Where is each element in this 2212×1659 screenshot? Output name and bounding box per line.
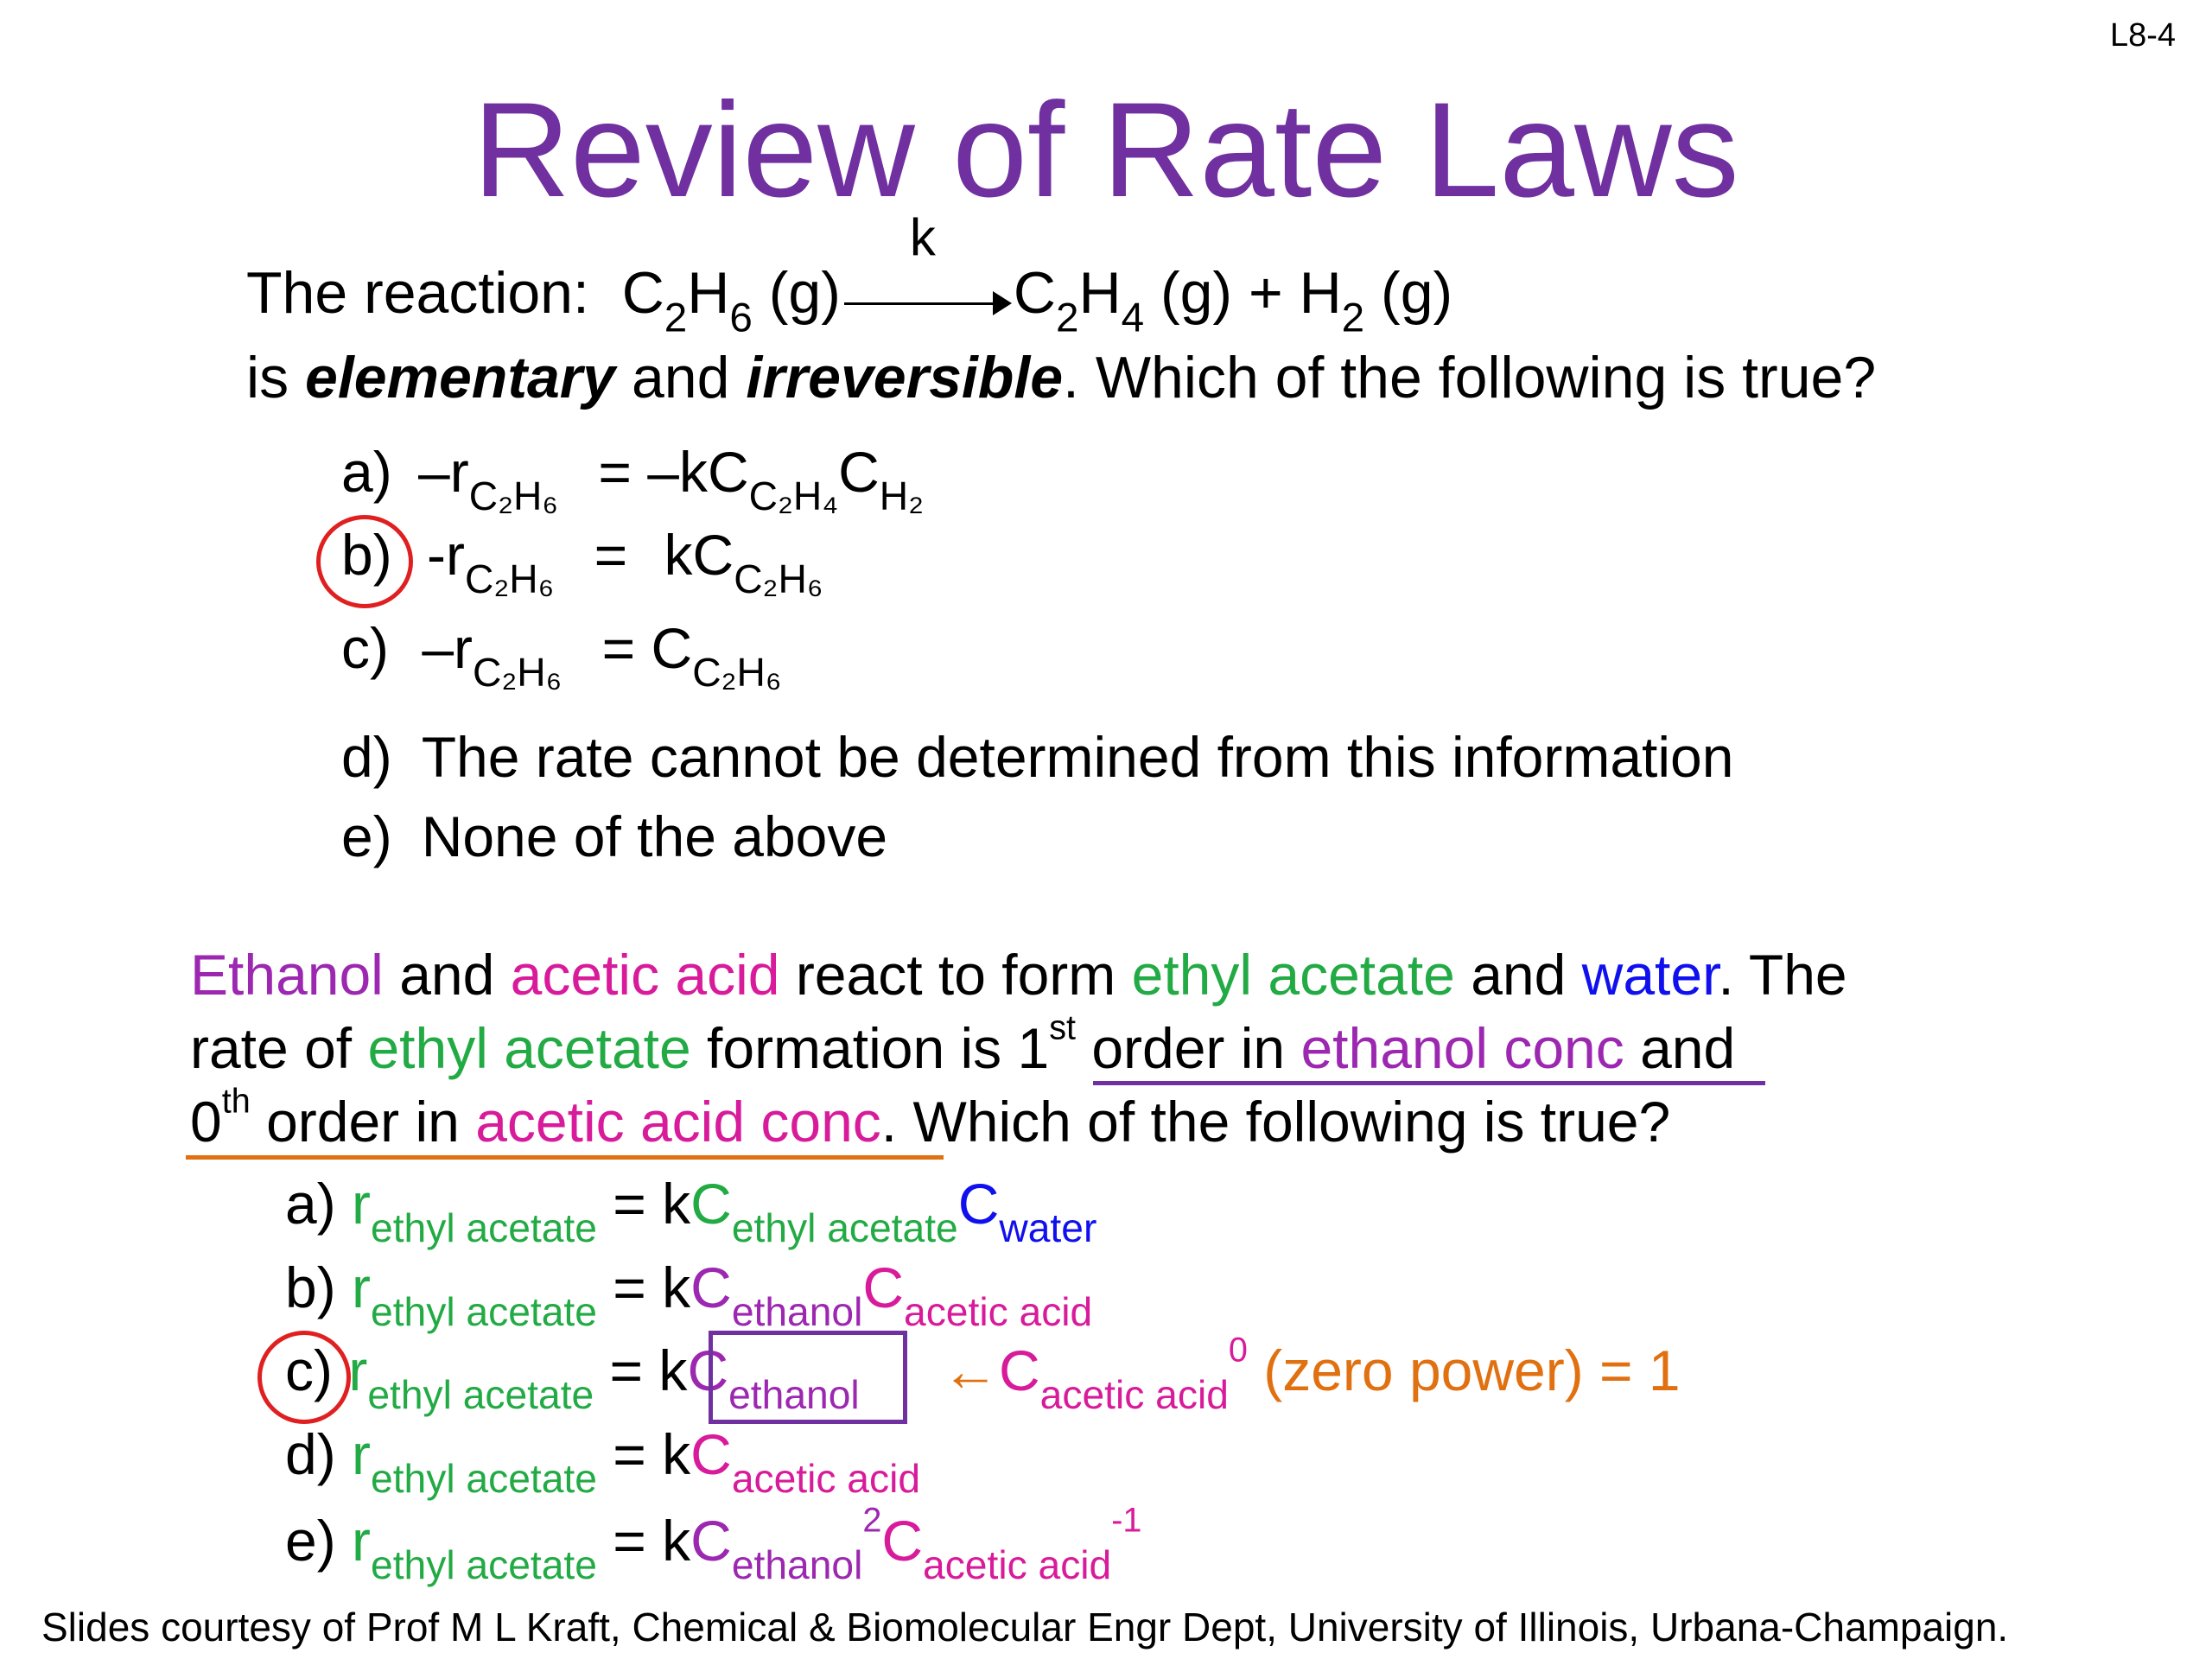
rate-constant-label: k [909,208,936,267]
ethanol-term-box [709,1331,907,1424]
q2-option-b: b) $r_{ethyl acetate} = kC_{ethanol}C_{acetic acid}$ [285,1255,1093,1334]
irreversible-emphasis: irreversible [746,345,1064,410]
reaction-prefix: The reaction: [246,260,589,326]
q1-option-e: e) None of the above [341,804,888,868]
q1-option-b-letter: b) [341,523,392,587]
question2-line1: Ethanol and acetic acid react to form ethyl acetate and water. The [190,943,1847,1007]
acetic-order-underline [186,1155,944,1160]
ethyl-acetate-term: ethyl acetate [1131,943,1455,1007]
plus-sign: + [1232,260,1300,326]
slide-title: Review of Rate Laws [473,75,1739,226]
left-arrow: ← [942,1338,999,1402]
water-term: water [1581,943,1719,1007]
question2-line3: 0th order in acetic acid conc. Which of the following is true? [190,1082,1671,1154]
answer-circle-q2 [257,1331,351,1424]
question2-line2: rate of ethyl acetate formation is 1st order in ethanol conc and [190,1008,1736,1080]
zero-power-annotation: $\leftarrow C_{acetic acid}^0$ (zero power) = 1 [942,1331,1681,1417]
slide-footer: Slides courtesy of Prof M L Kraft, Chemical & Biomolecular Engr Dept, University of Illinois, Urbana-Champaign. [41,1605,2009,1649]
ethanol-order-underline [1093,1081,1765,1085]
q2-option-c: c) $r_{ethyl acetate} = kC_{ethanol}$ [285,1338,860,1417]
acetic-conc-term: acetic acid conc [475,1090,881,1154]
answer-circle-q1 [316,515,413,608]
acetic-acid-term: acetic acid [510,943,780,1007]
ethanol-term: Ethanol [190,943,384,1007]
slide-number: L8-4 [2109,17,2176,54]
q2-option-a: a) $r_{ethyl acetate} = kC_{ethyl acetate}C_{water}$ [285,1172,1097,1250]
q2-option-e: e) $r_{ethyl acetate} = kC_{ethanol}^2C_{acetic acid}^{-1}$ [285,1501,1142,1587]
q1-option-b: b) $-r_{C_2H_6} = kC_{C_2H_6}$ [341,523,823,601]
q1-option-c: c) $-r_{C_2H_6} = C_{C_2H_6}$ [341,616,782,695]
elementary-emphasis: elementary [305,345,616,410]
reaction-equation [246,208,1453,341]
q1-option-d: d) The rate cannot be determined from this information [341,725,1734,789]
question1-line2: is elementary and irreversible. Which of the following is true? [246,345,1877,410]
q1-option-a: a) $-r_{C_2H_6} = -kC_{C_2H_4}C_{H_2}$ [341,440,925,518]
product1-formula: $C_2H_4$ (g) [1013,260,1233,341]
reaction-arrow [841,208,1014,315]
q2-option-d: d) $r_{ethyl acetate} = kC_{acetic acid}$ [285,1422,921,1501]
ethanol-conc-term: ethanol conc [1300,1016,1624,1080]
reactant-formula: $C_2H_6$ (g) [621,260,841,341]
product2-formula: $H_2$ (g) [1299,260,1453,341]
